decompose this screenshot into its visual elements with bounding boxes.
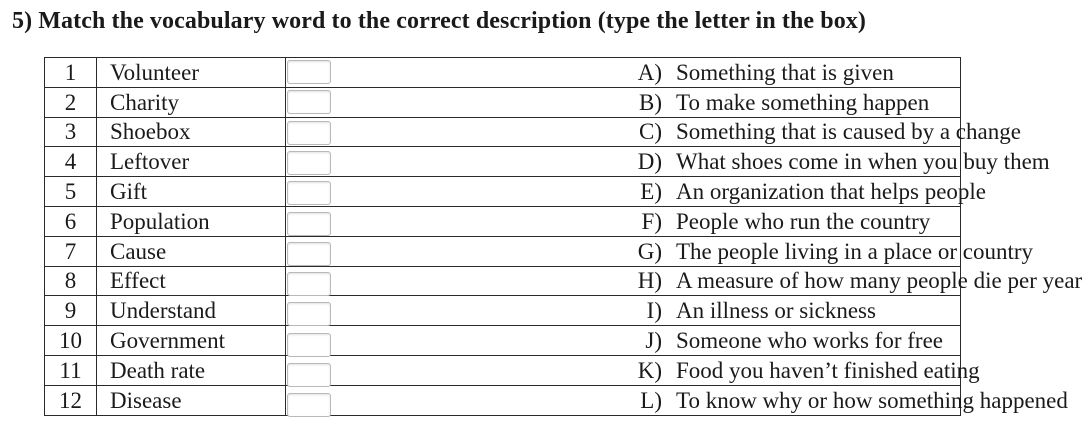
table-row xyxy=(45,147,961,177)
item-number: 10 xyxy=(45,326,97,356)
description-text: Something that is caused by a change xyxy=(676,119,1021,145)
vocabulary-word: Disease xyxy=(97,385,286,415)
description-text: Something that is given xyxy=(676,59,894,85)
item-number: 12 xyxy=(45,385,97,415)
description-letter: D) xyxy=(637,149,662,175)
vocabulary-word: Population xyxy=(97,206,286,236)
table-row xyxy=(45,266,961,296)
answer-box[interactable] xyxy=(287,272,331,296)
answer-box[interactable] xyxy=(287,121,331,145)
description-text: Someone who works for free xyxy=(676,328,943,354)
item-number: 2 xyxy=(45,87,97,117)
table-row xyxy=(45,117,961,147)
item-number: 8 xyxy=(45,266,97,296)
description-letter: L) xyxy=(640,387,662,413)
description-cell xyxy=(286,355,980,385)
description-cell xyxy=(286,206,961,236)
description-letter: J) xyxy=(645,328,662,354)
item-number: 7 xyxy=(45,236,97,266)
item-number: 6 xyxy=(45,206,97,236)
item-number: 9 xyxy=(45,296,97,326)
table-row xyxy=(45,296,961,326)
vocabulary-word: Shoebox xyxy=(97,117,286,147)
answer-box[interactable] xyxy=(287,90,331,114)
description-letter: B) xyxy=(639,89,662,115)
description-text: Food you haven’t finished eating xyxy=(676,357,980,383)
table-row xyxy=(45,177,961,207)
answer-box[interactable] xyxy=(287,363,331,387)
question-heading: 5) Match the vocabulary word to the correct description (type the letter in the box) xyxy=(12,8,867,34)
description-cell xyxy=(286,326,961,356)
description-text: The people living in a place or country xyxy=(676,238,1034,264)
answer-box[interactable] xyxy=(287,212,331,236)
description-cell xyxy=(286,87,961,117)
vocabulary-word: Cause xyxy=(97,236,286,266)
table-row xyxy=(45,385,961,415)
answer-box[interactable] xyxy=(287,302,331,326)
description-text: To know why or how something happened xyxy=(676,387,1068,413)
answer-box[interactable] xyxy=(287,181,331,205)
answer-box[interactable] xyxy=(287,393,331,417)
vocabulary-word: Charity xyxy=(97,87,286,117)
description-cell xyxy=(286,236,1034,266)
table-row xyxy=(45,326,961,356)
description-letter: F) xyxy=(641,208,662,234)
description-text: People who run the country xyxy=(676,208,931,234)
description-letter: E) xyxy=(640,179,662,205)
description-text: What shoes come in when you buy them xyxy=(676,149,1050,175)
description-text: A measure of how many people die per year xyxy=(676,268,1082,294)
description-cell xyxy=(286,58,961,88)
description-cell xyxy=(286,266,1082,296)
vocabulary-word: Leftover xyxy=(97,147,286,177)
item-number: 11 xyxy=(45,355,97,385)
vocabulary-word: Government xyxy=(97,326,286,356)
table-row xyxy=(45,58,961,88)
description-letter: A) xyxy=(637,59,662,85)
description-cell xyxy=(286,117,1021,147)
matching-table xyxy=(44,57,1082,416)
description-text: An illness or sickness xyxy=(676,298,876,324)
description-cell xyxy=(286,177,986,207)
item-number: 3 xyxy=(45,117,97,147)
table-row xyxy=(45,355,961,385)
description-letter: I) xyxy=(646,298,662,324)
answer-box[interactable] xyxy=(287,151,331,175)
description-cell xyxy=(286,296,961,326)
vocabulary-word: Gift xyxy=(97,177,286,207)
description-cell xyxy=(286,147,1050,177)
vocabulary-word: Volunteer xyxy=(97,58,286,88)
description-cell xyxy=(286,385,1068,415)
vocabulary-word: Death rate xyxy=(97,355,286,385)
description-letter: G) xyxy=(637,238,662,264)
description-text: To make something happen xyxy=(676,89,930,115)
matching-table-body xyxy=(45,58,1082,416)
table-row xyxy=(45,87,961,117)
answer-box[interactable] xyxy=(287,60,331,84)
vocabulary-word: Effect xyxy=(97,266,286,296)
vocabulary-word: Understand xyxy=(97,296,286,326)
description-letter: K) xyxy=(637,357,662,383)
description-text: An organization that helps people xyxy=(676,179,986,205)
description-letter: H) xyxy=(637,268,662,294)
table-row xyxy=(45,206,961,236)
item-number: 1 xyxy=(45,58,97,88)
table-row xyxy=(45,236,961,266)
item-number: 5 xyxy=(45,177,97,207)
answer-box[interactable] xyxy=(287,333,331,357)
answer-box[interactable] xyxy=(287,242,331,266)
description-letter: C) xyxy=(639,119,662,145)
item-number: 4 xyxy=(45,147,97,177)
